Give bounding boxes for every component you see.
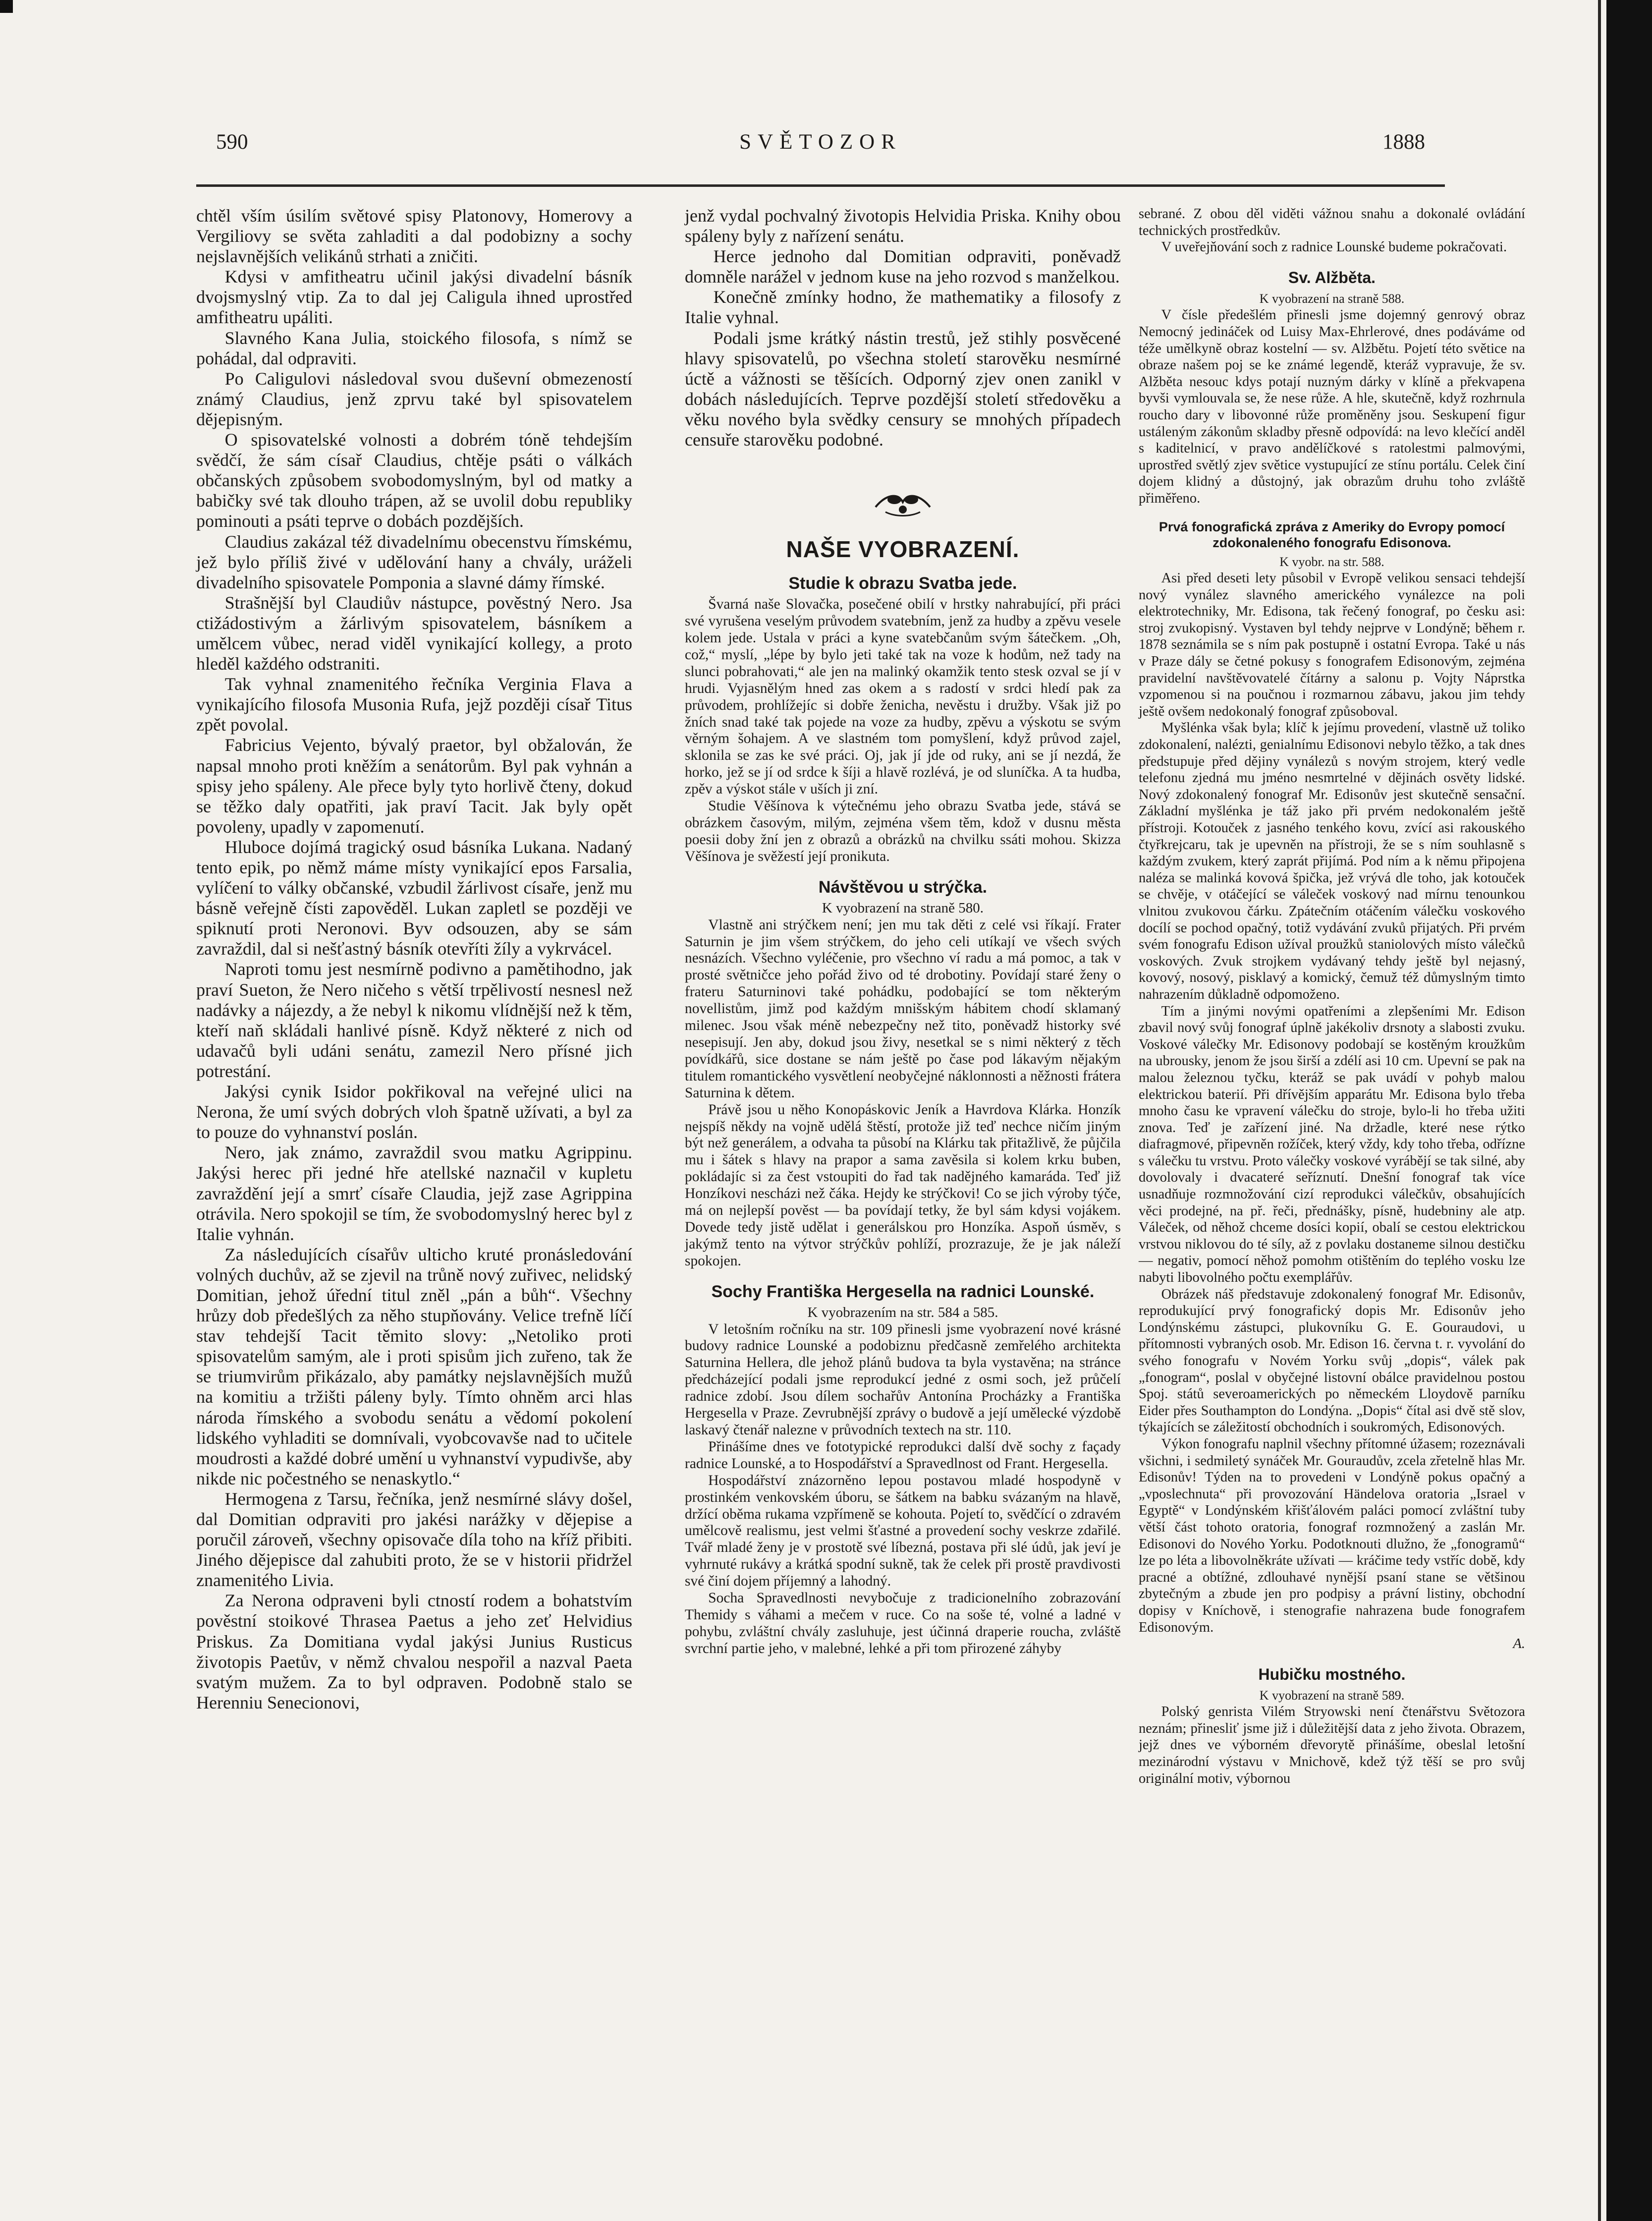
paragraph: Fabricius Vejento, bývalý praetor, byl obžalován, že napsal mnoho proti kněžím a senátorům. Byl pak vyhnán a spisy jeho spáleny. Ale přece byly tyto horlivě čteny, dokud se těžko daly opatřiti, jak praví Tacit. Jak byly opět povoleny, upadly v zapomenutí.: [196, 735, 632, 837]
paragraph: Za následujících císařův ulticho kruté pronásledování volných duchův, až se zjevil na trůně nový zuřivec, nelidský Domitian, jehož úřední titul zněl „pán a bůh“. Všechny hrůzy dob předešlých za něho stupňovány. Velice trefně líčí stav tehdejší Tacit těmito slovy: „Netoliko proti spisovatelům samým, ale i proti spisům jich zuřeno, tak že se triumvirům přikázalo, aby památky nejslavnějších mužů na komitiu a tržišti páleny byly. Tímto ohněm arci hlas národa římského a svobodu senátu a vědomí pokolení lidského vyhladiti se domnívali, vyobcovavše nad to učitele moudrosti a každé dobré umění u vyhnanství vypudivše, aby nikde nic počestného se nenaskytlo.“: [196, 1244, 632, 1488]
paragraph: Po Caligulovi následoval svou duševní obmezeností známý Claudius, jenž zprvu také byl spisovatelem dějepisným.: [196, 368, 632, 429]
paragraph: V uveřejňování soch z radnice Lounské budeme pokračovati.: [1161, 239, 1507, 255]
paragraph: Nero, jak známo, zavraždil svou matku Agrippinu. Jakýsi herec při jedné hře atellské naznačil v kupletu zavraždění její a smrť císaře Claudia, jejž zase Agrippina otrávila. Nero spokojil se tím, že svobodomyslný herec byl z Italie vyhnán.: [196, 1142, 632, 1244]
figure-reference: K vyobr. na str. 588.: [1279, 554, 1384, 569]
figure-reference: K vyobrazení na straně 580.: [822, 900, 984, 916]
paragraph: Strašnější byl Claudiův nástupce, pověstný Nero. Jsa ctižádostivým a žárlivým spisovatelem, básníkem a umělcem vůbec, nerad viděl vynikající kollegy, a proto hleděl každého odstraniti.: [196, 592, 632, 674]
article-navstevou: [685, 877, 1121, 1270]
year: 1888: [1382, 130, 1425, 154]
paragraph: Za Nerona odpraveni byli ctností rodem a bohatstvím pověstní stoikové Thrasea Paetus a jeho zeť Helvidius Priskus. Za Domitiana vydal jakýsi Junius Rusticus životopis Paetův, v němž chvalou nespořil a nazval Paeta svatým mužem. Za to byl odpraven. Podobně stalo se Herenniu Senecionovi,: [196, 1591, 632, 1712]
section-heading: NAŠE VYOBRAZENÍ.: [786, 536, 1020, 563]
paragraph: Hluboce dojímá tragický osud básníka Lukana. Nadaný tento epik, po němž máme místy vynikající epos Farsalia, vylíčení to války občanské, vzbudil žárlivost císaře, jenž mu básně veřejně čísti zapověděl. Lukan zapletl se později ve spiknutí proti Neronovi. Byv odsouzen, aby se sám zavraždil, dal si nešťastný básník otevříti žíly a vykrvácel.: [196, 837, 632, 959]
article-title: Sochy Františka Hergesella na radnici Lounské.: [711, 1282, 1095, 1301]
article-title: Prvá fonografická zpráva z Ameriky do Evropy pomocí zdokonaleného fonografu Edisonova.: [1158, 519, 1505, 550]
figure-reference: K vyobrazením na str. 584 a 585.: [807, 1304, 998, 1320]
paragraph: Kdysi v amfitheatru učinil jakýsi divadelní básník dvojsmyslný vtip. Za to dal jej Caligula ihned uprostřed amfitheatru upáliti.: [196, 267, 632, 328]
paragraph: sebrané. Z obou děl viděti vážnou snahu a dokonalé ovládání technických prostředkův.: [1139, 206, 1525, 238]
paragraph: jenž vydal pochvalný životopis Helvidia Priska. Knihy obou spáleny byly z nařízení senátu.: [685, 206, 1121, 246]
article-sochy: [685, 1282, 1121, 1657]
paragraph: Podali jsme krátký nástin trestů, jež stihly posvěcené hlavy spisovatelů, po všechna století starověku nesmírné úctě a vážnosti se těšících. Odporný zjev onen zanikl v dobách následujících. Teprve pozdější století středověku a věku nového byla svědky censury se mnohých případech censuře starověku podobné.: [685, 328, 1121, 450]
paragraph: V čísle předešlém přinesli jsme dojemný genrový obraz Nemocný jedináček od Luisy Max-Ehrlerové, dnes podáváme od téže umělkyně obraz kostelní — sv. Alžbětu. Pojetí této světice na obraze našem poj se ke známé legendě, kteráž vypravuje, že sv. Alžběta nesouc kdys potají nuzným dárky v klíně a překvapena byvši vymlouvala se, že nese růže. A hle, skutečně, když rozhrnula roucho dary v libovonné růže proměněny jsou. Seskupení figur ustáleným zákonům skladby přesně odpovídá: na levo klečící anděl s kaditelnicí, v pravo andělíčkové s ratolestmi palmovými, uprostřed světlý zjev světice vystupující ze stínu portálu. Celek činí dojem klidný a důstojný, jak obrazům druhu toho zvláště přiměřeno.: [1139, 307, 1525, 506]
paragraph: Socha Spravedlnosti nevybočuje z tradicionelního zobrazování Themidy s váhami a mečem v ruce. Co na soše té, volné a ladné v pohybu, zvláštní chvály zasluhuje, jest účinná draperie roucha, zvláště svrchní partie jeho, v malebné, lehké a při tom přirozené záhyby: [685, 1590, 1121, 1656]
journal-title: SVĚTOZOR: [739, 130, 902, 154]
paragraph: V letošním ročníku na str. 109 přinesli jsme vyobrazení nové krásné budovy radnice Lounské a podobiznu předčasně zemřelého architekta Saturnina Hellera, dle jehož plánů budova ta byla vystavěna; na stránce předcházející podali jsme reprodukcí jedné z osmi soch, jež průčelí radnice zdobí. Jsou dílem sochařův Antonína Procházky a Františka Hergesella v Praze. Zevrubnější zprávy o budově a její umělecké výzdobě laskavý čtenář nalezne v průvodních textech na str. 110.: [685, 1321, 1121, 1438]
page-header: [216, 130, 1425, 170]
paragraph: Herce jednoho dal Domitian odpraviti, poněvadž domněle narážel v jednom kuse na jeho rozvod s manželkou.: [685, 246, 1121, 287]
paragraph: Přinášíme dnes ve fototypické reprodukci další dvě sochy z façady radnice Lounské, a to Hospodářství a Spravedlnost od Frant. Hergesella.: [685, 1438, 1121, 1472]
paragraph: Hospodářství znázorněno lepou postavou mladé hospodyně v prostinkém venkovském úboru, se šátkem na babku svázaným na hlavě, držící oběma rukama vzpřímeně se kohouta. Pojetí to, svědčící o zdravém umělcově realismu, jest velmi šťastné a provedení sochy veskrze zdařilé. Tvář mladé ženy je v prostotě své líbezná, postava při slé údů, jak jeví je vyhrnuté rukávy a krátká spodní sukně, tak že celek při prostě pravdivosti své činí dojem příjemný a lahodný.: [685, 1472, 1121, 1590]
signature: A.: [1513, 1636, 1525, 1652]
article-svatba: [685, 573, 1121, 865]
paragraph: O spisovatelské volnosti a dobrém tóně tehdejším svědčí, že sám císař Claudius, chtěje psáti o válkách občanských způsobem svobodomyslným, byl od matky a babičky své tak dlouho trápen, až se uvolil dobu republiky pominouti a psáti teprve o dobách pozdějších.: [196, 430, 632, 531]
scan-edge: [1606, 0, 1652, 2221]
ornament-icon: [871, 485, 935, 519]
paragraph: Jakýsi cynik Isidor pokřikoval na veřejné ulici na Nerona, že umí svých dobrých vloh špatně užívati, a byl za to pouze do vyhnanství poslán.: [196, 1082, 632, 1142]
paragraph: Právě jsou u něho Konopáskovic Jeník a Havrdova Klárka. Honzík nejspíš někdy na vojně udělá štěstí, protože již teď nechce ničím jiným být než generálem, a odvaha ta působí na Klárku tak přitažlivě, že půjčila mu i šátek s hlavy na prapor a sama zavěsila si kolem krku buben, pokládajíc si za čest vstoupiti do řad tak nadějného kamaráda. Teď již Honzíkovi nescházi než čáka. Hejdy ke strýčkovi! Co se jich výroby týče, má on nejlepší pověst — ba povídají tetky, že byl sám kdysi vojákem. Dovede tedy jistě udělat i generálskou pro Honzíka. Aspoň úsměv, s jakýmž tento na výtvor strýčkův pohlíží, prozrazuje, že je jak náleží spokojen.: [685, 1101, 1121, 1269]
paragraph: Švarná naše Slovačka, posečené obilí v hrstky nahrabující, při práci své vyrušena veselým průvodem svatebním, jenž za hudby a zpěvu vesele kolem jede. Ustala v práci a kyne svatebčanům svým šátečkem. „Oh, což,“ myslí, „lépe by bylo jeti také tak na voze k hodům, než tady na slunci pobrahovati,“ ale jen na malinký okamžik tento stesk ozval se jí v hrudi. Vyjasnělým hned zas okem a s radostí v srdci hledí pak za průvodem, prohlížejíc si dobře ženicha, nevěstu i družby. Však již po žních snad také tak pojede na voze za hudby, zpěvu a výskotu se svým věrným šohajem. A ve slastném tom pomyšlení, když průvod zajel, sklonila se zas ke své práci. Oj, jak jí jde od ruky, ani se jí nezdá, že horko, jež se jí od srdce k šíji a hlavě rozlévá, je od sluníčka. A ta hudba, zpěv a výskot stále v uších ji zní.: [685, 596, 1121, 797]
page-number: 590: [216, 130, 248, 154]
paragraph: Polský genrista Vilém Stryowski není čtenářstvu Světozora neznám; přinesliť jsme již i důležitější data z jeho života. Obrazem, jejž dnes ve výborném dřevorytě přinášíme, obeslal letošní mezinárodní výstavu v Mnichově, kdež týž těší se pro svůj originální motiv, výbornou: [1139, 1704, 1525, 1786]
figure-reference: K vyobrazení na straně 589.: [1259, 1688, 1405, 1703]
column-2: [685, 206, 1121, 1657]
article-title: Návštěvou u strýčka.: [818, 877, 988, 897]
paragraph: Výkon fonografu naplnil všechny přítomné úžasem; rozeznávali všichni, i sedmiletý synáček Mr. Gouraudův, zcela zřetelně hlas Mr. Edisonův! Týden na to provedeni v Londýně pokus opačný a „vposlechnuta“ při provozování Händelova oratoria „Israel v Egyptě“ v Londýnském křišťálovém paláci pomocí zvláštní tuby větší část tohoto oratoria, fonograf rozmnožený a zaslán Mr. Edisonovi do Nového Yorku. Podotknouti dlužno, že „fonogramů“ lze po léta a libovolněkráte užívati — kráčime tedy vstříc době, kdy pracné a obtížné, zdlouhavé nynější psaní stane se většinou zbytečným a zbude jen pro podpisy a právní listiny, obchodní dopisy v Kníchově, i stenografie nahrazena bude fonografem Edisonovým.: [1139, 1436, 1525, 1635]
paragraph: Studie Věšínova k výtečnému jeho obrazu Svatba jede, stává se obrázkem časovým, milým, zejména všem těm, kdož v dusnu města poesii doby žní jen z obrazů a obrázků na chvilku ssáti mohou. Skizza Věšínova je svěžestí její pronikuta.: [685, 798, 1121, 864]
paragraph: Myšlénka však byla; klíč k jejímu provedení, vlastně už toliko zdokonalení, nalézti, genialnímu Edisonovi nebylo těžko, a tak dnes předstupuje před dějiny vynálezů s novým strojem, který vedle telefonu zjedná mu jméno nesmrtelné v dějinách osvěty lidské. Nový zdokonalený fonograf Mr. Edisonův jest skutečně sensační. Základní myšlénka je táž jako při prvém nedokonalém ještě přístroji. Kotouček z jasného tenkého kovu, zvící asi rakouského čtyřkrejcaru, tak je upevněn na přístroji, že se s ním souhlasně s každým zvukem, který zaprát přijímá. Pod ním a k němu připojena naléza se malinká kovová špička, jež vrývá dle toho, jak kotouček se chvěje, v otáčející se váleček voskový nad mírnu tenounkou vlnitou zvukovou čárku. Zpátečním otáčením válečku voskového docílí se pochod opačný, totiž vydávání zvuků přijatých. Při prvém svém fonografu Edison užíval proužků staniolových místo válečků voskových. Zvuk strojkem vydávaný tehdy ještě byl nejasný, kovový, nosový, pisklavý a komický, čemuž též důmyslným timto nahrazením důkladně odpomoženo.: [1139, 720, 1525, 1002]
paragraph: Hermogena z Tarsu, řečníka, jenž nesmírné slávy došel, dal Domitian odpraviti pro jakési narážky v dějepise a poručil zároveň, všechny opisovače díla toho na kříž přibiti. Jiného dějepisce dal zahubiti proto, že se v historii přidržel znamenitého Livia.: [196, 1488, 632, 1591]
page-edge-line: [1598, 0, 1601, 2221]
article-title: Studie k obrazu Svatba jede.: [788, 574, 1017, 593]
paragraph: Slavného Kana Julia, stoického filosofa, s nímž se pohádal, dal odpraviti.: [196, 328, 632, 368]
article-title: Sv. Alžběta.: [1288, 268, 1376, 286]
article-title: Hubičku mostného.: [1258, 1665, 1406, 1683]
column-3: [1139, 206, 1525, 1787]
scan-corner: [0, 0, 13, 13]
paragraph: chtěl vším úsilím světové spisy Platonovy, Homerovy a Vergiliovy se světa zahladiti a dal podobizny a sochy nejslavnějších velikánů strhati a zničiti.: [196, 206, 632, 267]
paragraph: Claudius zakázal též divadelnímu obecenstvu římskému, jež bylo příliš živé v udělování hany a chvály, uráželi divadelního spisovatele Pomponia a slavné dámy římské.: [196, 531, 632, 592]
paragraph: Konečně zmínky hodno, že mathematiky a filosofy z Italie vyhnal.: [685, 287, 1121, 328]
paragraph: Naproti tomu jest nesmírně podivno a pamětihodno, jak praví Sueton, že Nero ničeho s větší trpělivostí nesnesl než nadávky a nájezdy, a že nebyl k nikomu vlídnější než k těm, kteří naň skládali hanlivé písně. Když některé z nich od udavačů byli udáni senátu, zamezil Nero přísné jich potrestání.: [196, 959, 632, 1081]
paragraph: Asi před deseti lety působil v Evropě velikou sensaci tehdejší nový vynález slavného amerického vynálezce na poli elektrotechniky, Mr. Edisona, tak řečený fonograf, po česku asi: stroj zvukopisný. Vystaven byl tehdy nejprve v Londýně; během r. 1878 seznámila se s ním pak postupně i ostatní Evropa. Také u nás v Praze dály se četné pokusy s fonografem Edisonovým, zejména pravidelní navštěvovatelé čítárny a salonu p. Vojty Náprstka vzpomenou si na poučnou i rozmarnou zábavu, jakou jim tehdy ještě ovšem nedokonalý fonograf způsoboval.: [1139, 570, 1525, 719]
column-1: [196, 206, 632, 1713]
paragraph: Vlastně ani strýčkem není; jen mu tak děti z celé vsi říkají. Frater Saturnin je jim všem strýčkem, do jeho celi utíkají ve všech svých nesnázích. Všechno vyléčenie, pro všechno ví radu a má pomoc, a tak v prosté světničce jeho pořád živo od té drobotiny. Povídají staré ženy o frateru Saturninovi také pohádku, podobající se tom některým novellistům, jimž pod každým mnišským hábitem chodí sklamaný milenec. Jsou však méně nebezpečny než tito, poněvadž historky své nesepisují. Jen aby, dokud jsou živy, nesetkal se s nimi některý z těch povídkářů, sice dostane se nám ještě po čase pod lákavým nějakým titulem romantického vysvětlení neobyčejné náklonnosti a něžnosti frátera Saturnina k dětem.: [685, 916, 1121, 1101]
paragraph: Obrázek náš představuje zdokonalený fonograf Mr. Edisonův, reprodukující prvý fonografický dopis Mr. Edisonův jeho Londýnskému zástupci, plukovníku G. E. Gouraudovi, u přítomnosti vybraných osob. Mr. Edison 16. června t. r. vyvolání do svého fonografu v Novém Yorku svůj „dopis“, válek pak „fonogram“, poslal v obyčejné listovní obálce pravidelnou postou Spoj. států severoamerických po německém Lloydově parníku Eider přes Southampton do Londýna. „Dopis“ čítal asi dvě stě slov, týkajících se záležitostí obchodních i soukromých, Edisonových.: [1139, 1286, 1525, 1435]
paragraph: Tak vyhnal znamenitého řečníka Verginia Flava a vynikajícího filosofa Musonia Rufa, jejž později císař Titus zpět povolal.: [196, 674, 632, 735]
paragraph: Tím a jinými novými opatřeními a zlepšeními Mr. Edison zbavil nový svůj fonograf úplně jakékoliv drsnoty a slabosti zvuku. Voskové válečky Mr. Edisonovy podobají se kostěným kroužkům na ubrousky, jenom že jsou širší a zdélí asi 10 cm. Upevní se pak na malou železnou tyčku, kteráž se pak uvádí v pohyb malou elektrickou baterií. Při dřívějším apparátu Mr. Edisona bylo třeba mnoho času ke vpravení válečku do stroje, bylo-li ho třeba užiti znova. Teď je zařízení jiné. Na držadle, které nese rýtko diafragmové, připevněn rožíček, který vždy, kdy toho třeba, odříznе s válečku tu vrstvu. Proto válečky voskové vyrábějí se tak silné, aby dovolovaly i dvacateré seříznutí. Dnešní fonograf tak více usnadňuje rozmnožování cizí reprodukci válečkův, obsahujících věci prodejné, na př. řeči, přednášky, písně, hudebniny ale atp. Váleček, od něhož chceme dosíci kopií, obalí se cestou elektrickou vrstvou niklovou do té síly, až z povlaku dostaneme silnou destičku — negativ, pomocí něhož pomohm otištěním do teplého vosku lze nabyti libovolného počtu exemplářův.: [1139, 1003, 1525, 1286]
header-rule: [196, 184, 1445, 187]
figure-reference: K vyobrazení na straně 588.: [1259, 291, 1405, 306]
